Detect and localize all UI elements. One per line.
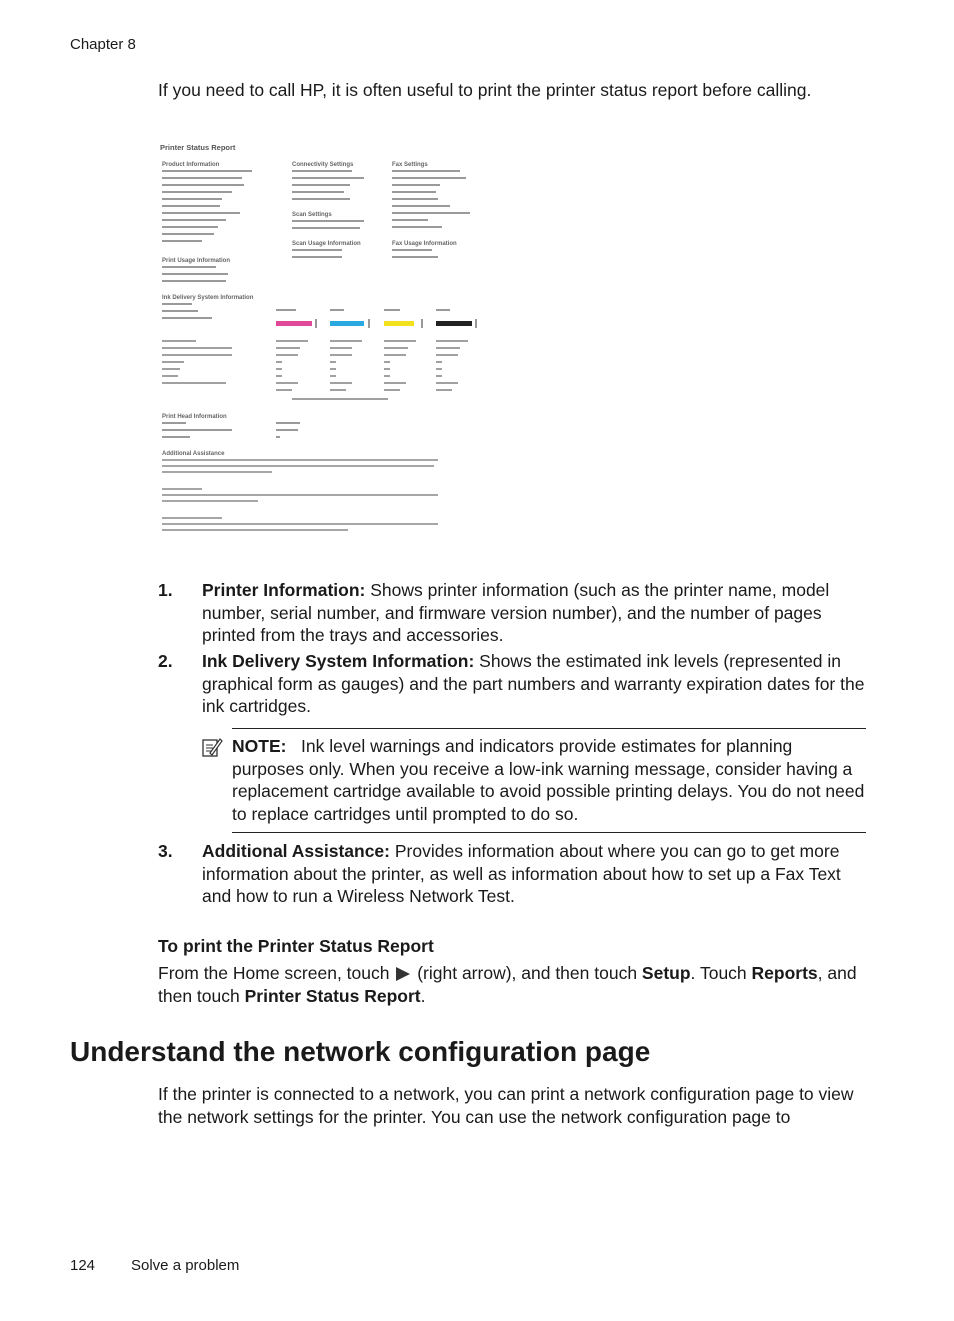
list-item-printer-information: [158, 579, 868, 647]
cyan-gauge: [330, 321, 364, 326]
report-section-print-head: Print Head Information: [162, 414, 227, 420]
printer-status-report-image: [158, 132, 488, 544]
procedure-text-5: .: [420, 985, 426, 1006]
footer-title: Solve a problem: [131, 1257, 240, 1274]
procedure-body: [158, 962, 868, 1007]
list-term: Ink Delivery System Information:: [202, 651, 475, 671]
note-text: Ink level warnings and indicators provide estimates for planning purposes only. When you receive a low-ink warning message, consider having a replacement cartridge available to avoid possible printing delays. You do not need to replace cartridges until prompted to do so.: [232, 736, 865, 824]
list-text: Provides information about where you can go to get more information about the printer, as well as information about how to set up a Fax Text and how to run a Wireless Network Test.: [202, 841, 841, 906]
report-section-scan-usage: Scan Usage Information: [292, 241, 361, 247]
list-number: 3.: [158, 841, 173, 861]
list-item-ink-delivery: [158, 650, 868, 718]
report-section-ink-delivery: Ink Delivery System Information: [162, 295, 254, 301]
section-heading: Understand the network configuration page: [70, 1036, 651, 1067]
page-number: 124: [70, 1257, 96, 1274]
report-section-scan-settings: Scan Settings: [292, 212, 332, 218]
yellow-gauge: [384, 321, 414, 326]
list-term: Printer Information:: [202, 580, 366, 600]
report-section-connectivity: Connectivity Settings: [292, 162, 354, 168]
intro-paragraph: If you need to call HP, it is often useful to print the printer status report before calling.: [158, 80, 812, 100]
printer-status-report-term: Printer Status Report: [244, 985, 421, 1006]
note-label: NOTE:: [232, 736, 287, 756]
report-section-fax-settings: Fax Settings: [392, 162, 428, 168]
setup-term: Setup: [641, 963, 691, 983]
note-icon: [201, 736, 223, 758]
procedure-title: To print the Printer Status Report: [158, 936, 434, 956]
list-text: Shows the estimated ink levels (represented in graphical form as gauges) and the part numbers and warranty expiration dates for the ink cartridges.: [202, 651, 865, 716]
report-section-fax-usage: Fax Usage Information: [392, 241, 457, 247]
black-gauge: [436, 321, 472, 326]
section-paragraph: If the printer is connected to a network, you can print a network configuration page to view the network settings for the printer. You can use the network configuration page to: [158, 1084, 854, 1127]
report-section-product: Product Information: [162, 162, 220, 168]
procedure-text-3: . Touch: [690, 963, 752, 983]
note-box: [232, 728, 866, 833]
list-number: 2.: [158, 651, 173, 671]
list-item-additional-assistance: [158, 840, 868, 908]
list-term: Additional Assistance:: [202, 841, 390, 861]
procedure-text-2: (right arrow), and then touch: [412, 963, 642, 983]
chapter-label: Chapter 8: [70, 36, 136, 53]
right-arrow-icon: [396, 967, 410, 981]
magenta-gauge: [276, 321, 312, 326]
report-title: Printer Status Report: [160, 143, 236, 152]
procedure-text-1: From the Home screen, touch: [158, 963, 390, 983]
procedure-text-4: , and then touch: [158, 963, 857, 1006]
report-section-additional: Additional Assistance: [162, 451, 225, 457]
reports-term: Reports: [751, 963, 818, 983]
list-number: 1.: [158, 580, 173, 600]
list-text: Shows printer information (such as the printer name, model number, serial number, and firmware version number), and the number of pages printed from the trays and accessories.: [202, 580, 830, 645]
report-section-print-usage: Print Usage Information: [162, 258, 231, 264]
